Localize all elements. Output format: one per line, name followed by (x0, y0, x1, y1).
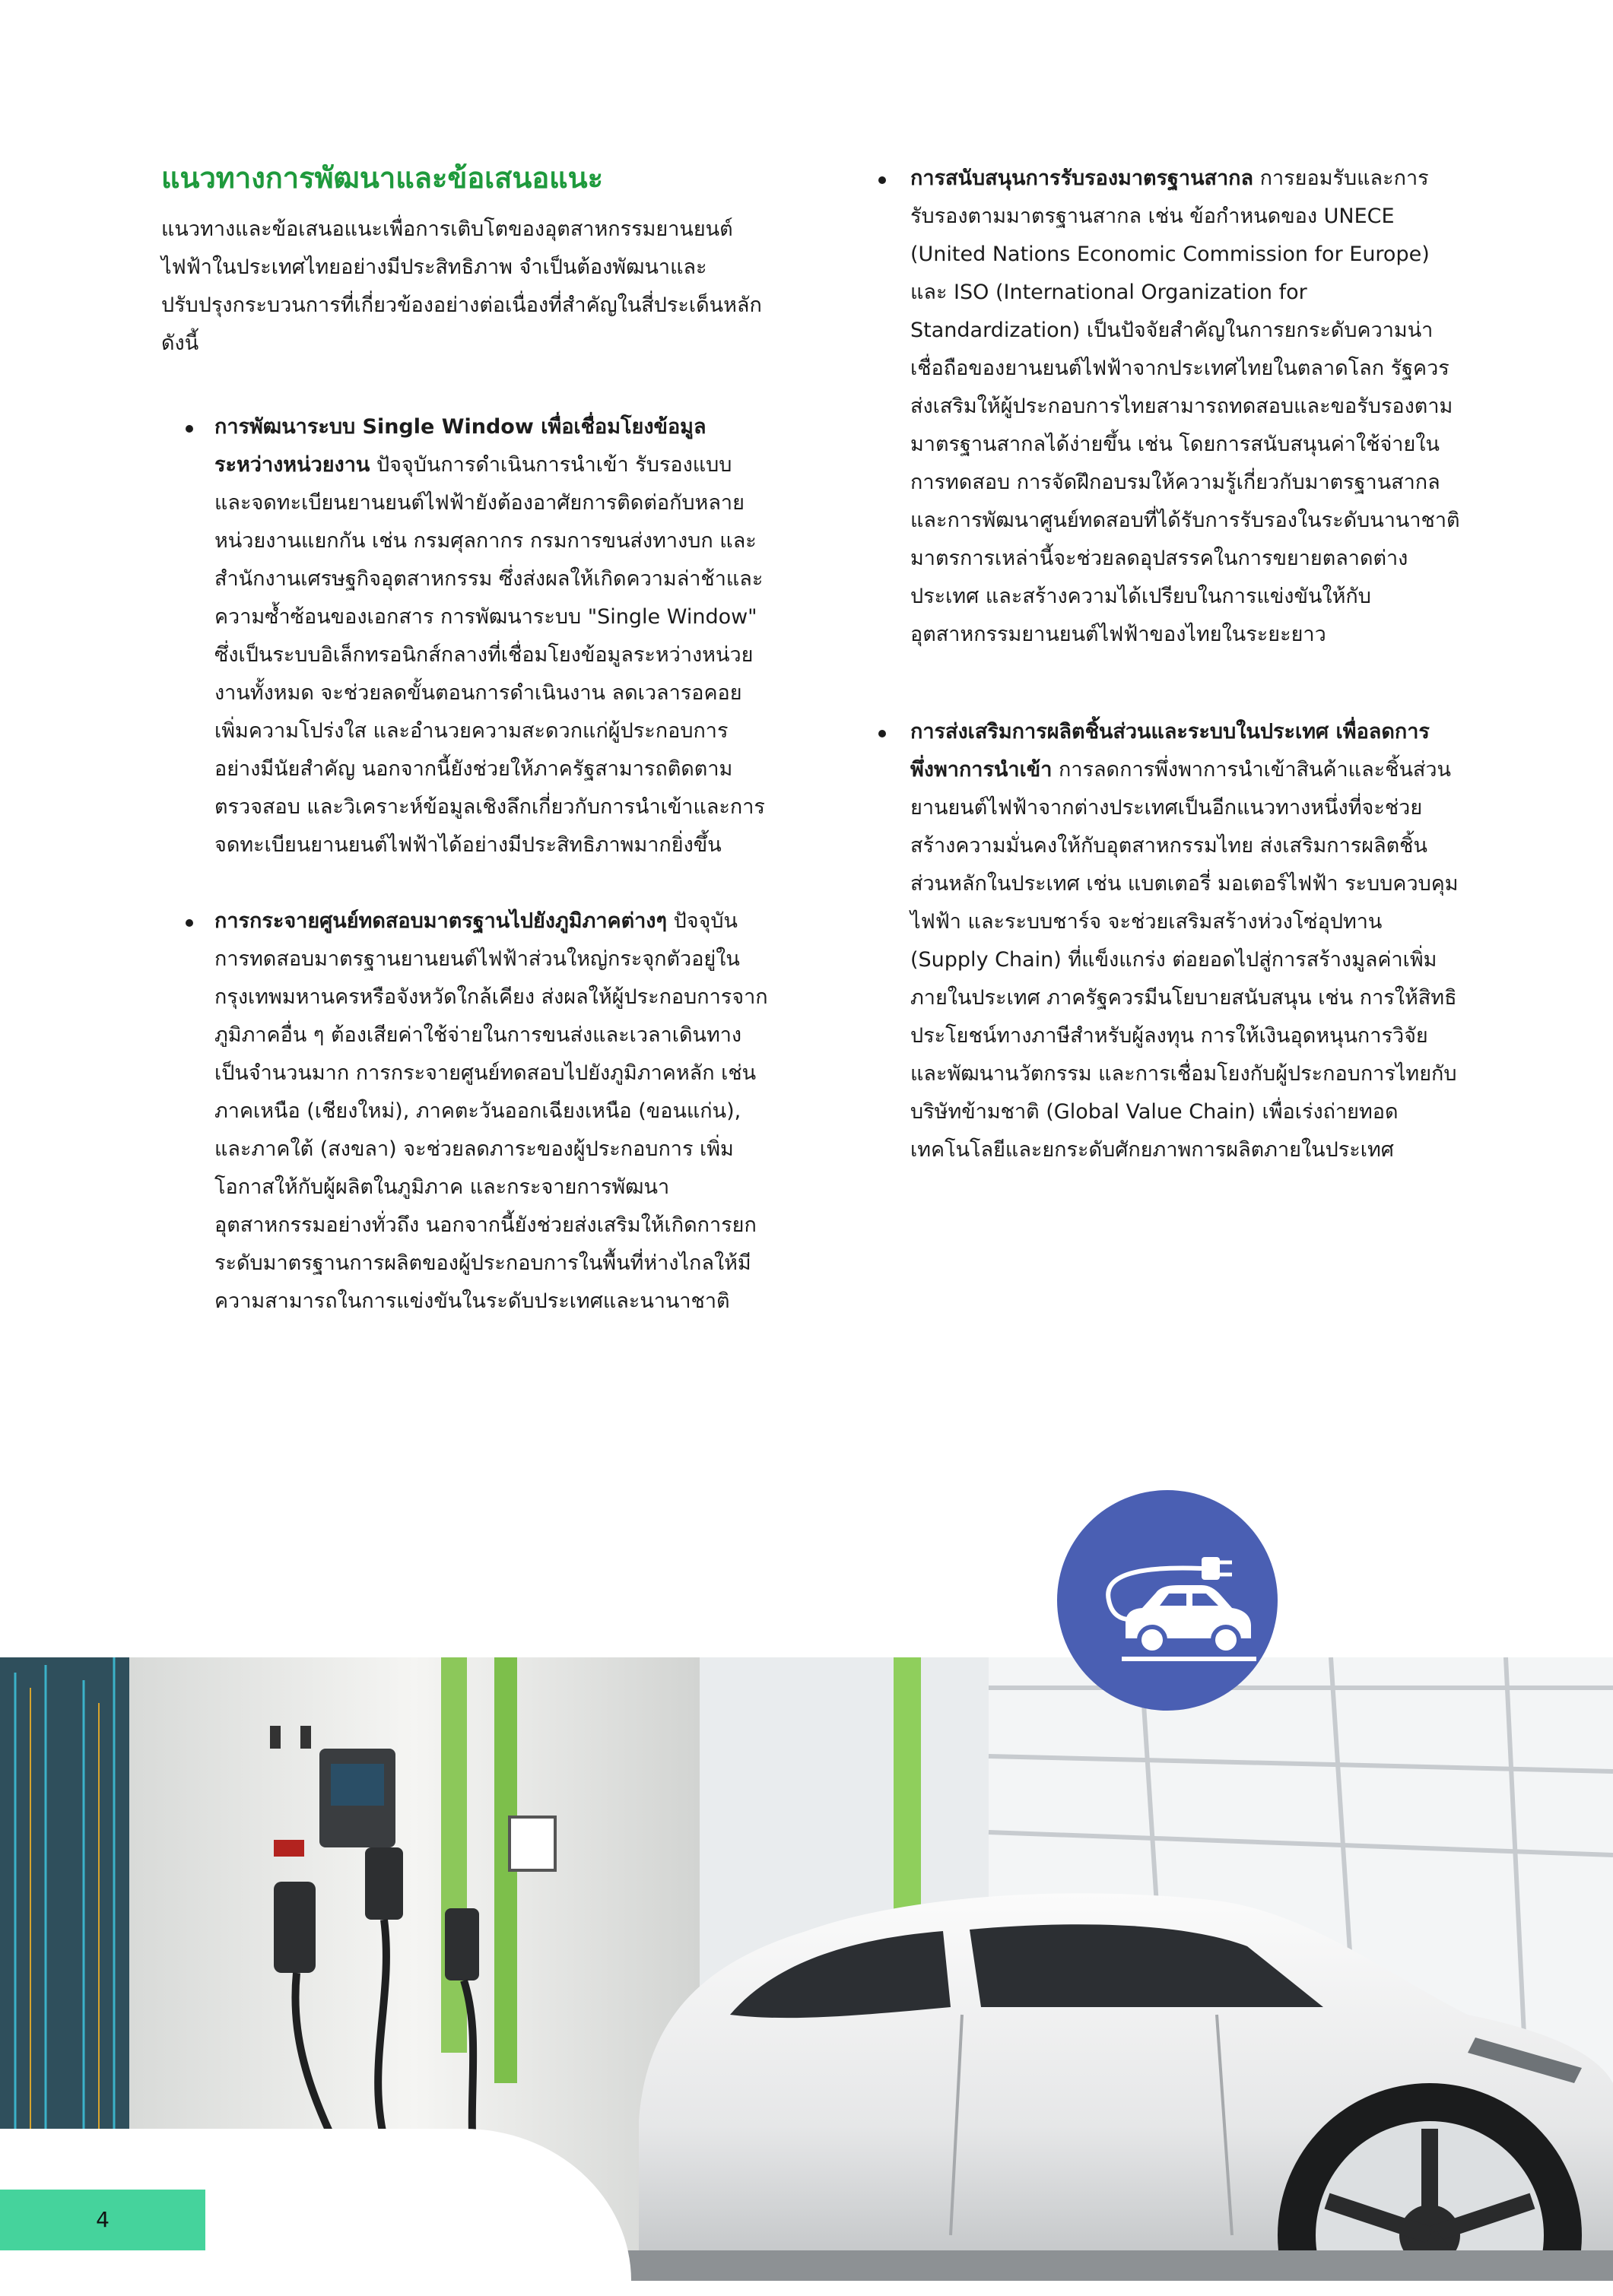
section-heading: แนวทางการพัฒนาและข้อเสนอแนะ (161, 161, 604, 195)
bullet-icon (186, 425, 193, 433)
point-title: การกระจายศูนย์ทดสอบมาตรฐานไปยังภูมิภาคต่างๆ (214, 909, 667, 934)
right-column (878, 160, 1464, 1229)
point-body: ปัจจุบันการดำเนินการนำเข้า รับรองแบบ และจดทะเบียนยานยนต์ไฟฟ้ายังต้องอาศัยการติดต่อกับหลายหน่วยงานแยกกัน เช่น กรมศุลกากร กรมการขนส่งทางบก และสำนักงานเศรษฐกิจอุตสาหกรรม ซึ่งส่งผลให้เกิดความล่าช้าและความซ้ำซ้อนของเอกสาร การพัฒนาระบบ "Single Window" ซึ่งเป็นระบบอิเล็กทรอนิกส์กลางที่เชื่อมโยงข้อมูลระหว่างหน่วยงานทั้งหมด จะช่วยลดขั้นตอนการดำเนินงาน ลดเวลารอคอย เพิ่มความโปร่งใส และอำนวยความสะดวกแก่ผู้ประกอบการอย่างมีนัยสำคัญ นอกจากนี้ยังช่วยให้ภาครัฐสามารถติดตาม ตรวจสอบ และวิเคราะห์ข้อมูลเชิงลึกเกี่ยวกับการนำเข้าและการจดทะเบียนยานยนต์ไฟฟ้าได้อย่างมีประสิทธิภาพมากยิ่งขึ้น (214, 453, 765, 858)
point-body: การยอมรับและการรับรองตามมาตรฐานสากล เช่น ข้อกำหนดของ UNECE (United Nations Economic Commission for Europe) และ ISO (International Organization for Standardization) เป็นปัจจัยสำคัญในการยกระดับความน่าเชื่อถือของยานยนต์ไฟฟ้าจากประเทศไทยในตลาดโลก รัฐควรส่งเสริมให้ผู้ประกอบการไทยสามารถทดสอบและขอรับรองตามมาตรฐานสากลได้ง่ายขึ้น เช่น โดยการสนับสนุนค่าใช้จ่ายในการทดสอบ การจัดฝึกอบรมให้ความรู้เกี่ยวกับมาตรฐานสากล และการพัฒนาศูนย์ทดสอบที่ได้รับการรับรองในระดับนานาชาติ มาตรการเหล่านี้จะช่วยลดอุปสรรคในการขยายตลาดต่างประเทศ และสร้างความได้เปรียบในการแข่งขันให้กับอุตสาหกรรมยานยนต์ไฟฟ้าของไทยในระยะยาว (910, 166, 1460, 646)
left-point-list (161, 408, 770, 1321)
list-item (878, 160, 1464, 654)
list-item (161, 902, 770, 1321)
page-number: 4 (96, 2207, 110, 2232)
electric-car-charging-icon (1057, 1490, 1278, 1711)
bullet-icon (878, 730, 886, 737)
point-body: ปัจจุบันการทดสอบมาตรฐานยานยนต์ไฟฟ้าส่วนใหญ่กระจุกตัวอยู่ในกรุงเทพมหานครหรือจังหวัดใกล้เคียง ส่งผลให้ผู้ประกอบการจากภูมิภาคอื่น ๆ ต้องเสียค่าใช้จ่ายในการขนส่งและเวลาเดินทางเป็นจำนวนมาก การกระจายศูนย์ทดสอบไปยังภูมิภาคหลัก เช่น ภาคเหนือ (เชียงใหม่), ภาคตะวันออกเฉียงเหนือ (ขอนแก่น), และภาคใต้ (สงขลา) จะช่วยลดภาระของผู้ประกอบการ เพิ่มโอกาสให้กับผู้ผลิตในภูมิภาค และกระจายการพัฒนาอุตสาหกรรมอย่างทั่วถึง นอกจากนี้ยังช่วยส่งเสริมให้เกิดการยกระดับมาตรฐานการผลิตของผู้ประกอบการในพื้นที่ห่างไกลให้มีความสามารถในการแข่งขันในระดับประเทศและนานาชาติ (214, 909, 768, 1314)
right-point-list (878, 160, 1464, 1169)
point-title: การพัฒนาระบบ Single Window เพื่อเชื่อมโยงข้อมูลระหว่างหน่วยงาน (214, 415, 706, 477)
point-title: การสนับสนุนการรับรองมาตรฐานสากล (910, 166, 1254, 190)
left-column (161, 160, 770, 1359)
bullet-icon (186, 919, 193, 927)
point-title: การส่งเสริมการผลิตชิ้นส่วนและระบบในประเทศ เพื่อลดการพึ่งพาการนำเข้า (910, 720, 1430, 782)
section-intro: แนวทางและข้อเสนอแนะเพื่อการเติบโตของอุตสาหกรรมยานยนต์ไฟฟ้าในประเทศไทยอย่างมีประสิทธิภาพ จำเป็นต้องพัฒนาและปรับปรุงกระบวนการที่เกี่ยวข้องอย่างต่อเนื่องที่สำคัญในสี่ประเด็นหลัก ดังนี้ (161, 217, 762, 356)
list-item (878, 713, 1464, 1169)
list-item (161, 408, 770, 864)
bullet-icon (878, 176, 886, 184)
point-body: การลดการพึ่งพาการนำเข้าสินค้าและชิ้นส่วนยานยนต์ไฟฟ้าจากต่างประเทศเป็นอีกแนวทางหนึ่งที่จะช่วยสร้างความมั่นคงให้กับอุตสาหกรรมไทย ส่งเสริมการผลิตชิ้นส่วนหลักในประเทศ เช่น แบตเตอรี่ มอเตอร์ไฟฟ้า ระบบควบคุมไฟฟ้า และระบบชาร์จ จะช่วยเสริมสร้างห่วงโซ่อุปทาน (Supply Chain) ที่แข็งแกร่ง ต่อยอดไปสู่การสร้างมูลค่าเพิ่มภายในประเทศ ภาครัฐควรมีนโยบายสนับสนุน เช่น การให้สิทธิประโยชน์ทางภาษีสำหรับผู้ลงทุน การให้เงินอุดหนุนการวิจัยและพัฒนานวัตกรรม และการเชื่อมโยงกับผู้ประกอบการไทยกับบริษัทข้ามชาติ (Global Value Chain) เพื่อเร่งถ่ายทอดเทคโนโลยีและยกระดับศักยภาพการผลิตภายในประเทศ (910, 758, 1459, 1162)
ev-badge (1057, 1490, 1278, 1711)
